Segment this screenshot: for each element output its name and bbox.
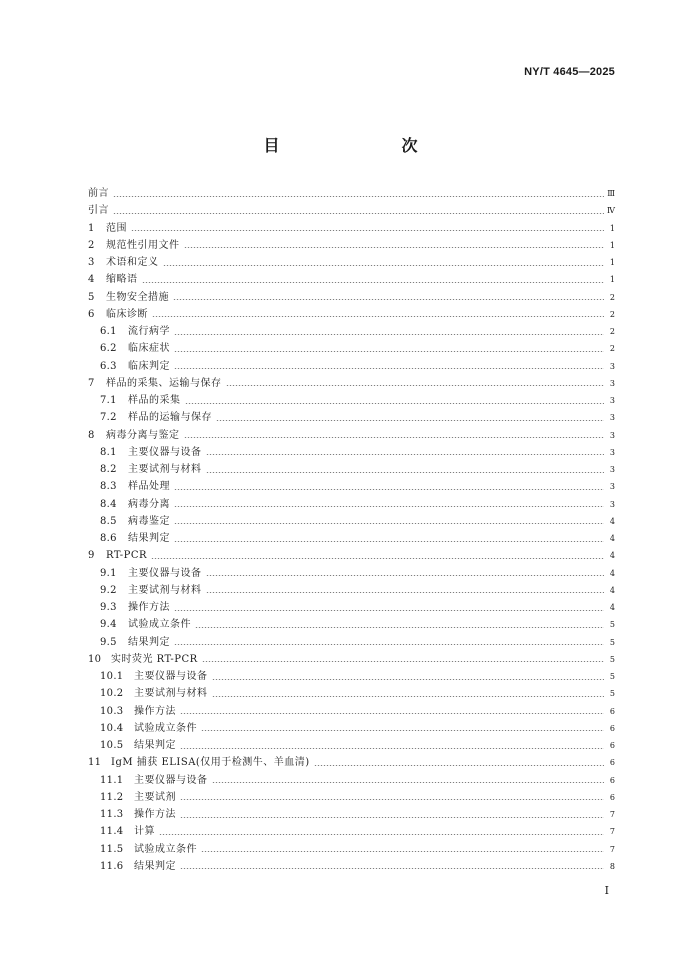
toc-entry-number: 6.2 [100, 343, 117, 355]
dot-leader [202, 661, 604, 662]
toc-entry-page: 1 [609, 240, 615, 250]
dot-leader [152, 316, 604, 317]
dot-leader [142, 282, 605, 283]
toc-entry[interactable] [88, 599, 615, 616]
toc-entry-label: 缩略语 [106, 274, 138, 286]
toc-entry-page: 4 [609, 568, 615, 578]
toc-entry-label: 临床症状 [128, 343, 170, 355]
toc-entry-number: 9.2 [100, 584, 117, 596]
toc-entry[interactable] [88, 496, 615, 513]
toc-entry-number: 7.1 [100, 395, 117, 406]
dot-leader [180, 817, 604, 818]
toc-entry[interactable] [88, 323, 615, 340]
toc-entry-number: 9.3 [100, 602, 117, 613]
toc-entry[interactable] [88, 754, 615, 771]
dot-leader [180, 868, 604, 869]
toc-entry-label: 病毒鉴定 [128, 515, 170, 527]
toc-entry[interactable] [88, 841, 615, 858]
toc-entry-page: 5 [609, 672, 615, 681]
toc-entry-number: 7.2 [100, 412, 117, 424]
dot-leader [174, 644, 604, 645]
toc-entry-label: 规范性引用文件 [106, 239, 180, 251]
toc-entry-number: 9 [88, 550, 95, 562]
toc-entry-label: 操作方法 [134, 705, 176, 717]
toc-entry-number: 10.5 [100, 740, 124, 751]
toc-entry-label: 生物安全措施 [106, 291, 169, 303]
toc-entry-label: 主要试剂 [134, 791, 176, 803]
toc-entry-number: 11.4 [100, 826, 124, 838]
toc-entry[interactable] [88, 616, 615, 633]
toc-entry[interactable] [88, 340, 615, 357]
toc-entry-label: RT-PCR [106, 550, 148, 562]
toc-entry-label: 试验成立条件 [134, 843, 197, 855]
toc-entry-page: Ⅳ [607, 206, 615, 216]
toc-entry-number: 4 [88, 274, 95, 286]
toc-entry-page: 5 [609, 654, 615, 664]
toc-entry-page: 1 [609, 258, 615, 267]
dot-leader [174, 351, 604, 352]
dot-leader [212, 782, 605, 783]
toc-entry-page: 3 [609, 499, 615, 509]
toc-entry-page: 1 [609, 223, 615, 233]
toc-entry-label: 流行病学 [128, 326, 170, 337]
dot-leader [206, 592, 605, 593]
toc-entry-label: 主要仪器与设备 [134, 774, 208, 786]
table-of-contents [88, 185, 615, 875]
toc-entry-label: 临床判定 [128, 360, 170, 372]
dot-leader [206, 575, 605, 576]
toc-entry-number: 6.1 [100, 326, 117, 337]
toc-entry-label: 操作方法 [134, 809, 176, 820]
toc-entry-page: 3 [609, 413, 615, 423]
toc-entry[interactable] [88, 651, 615, 668]
toc-entry-number: 10 [88, 653, 102, 665]
toc-entry-number: 5 [88, 291, 95, 303]
dot-leader [174, 610, 604, 611]
toc-entry[interactable] [88, 185, 615, 202]
toc-entry-page: 1 [609, 275, 615, 285]
toc-entry[interactable] [88, 703, 615, 720]
toc-entry-label: 试验成立条件 [134, 722, 197, 734]
toc-entry-label: 前言 [88, 188, 109, 199]
dot-leader [174, 523, 604, 524]
toc-entry-label: 样品的采集 [128, 395, 181, 406]
dot-leader [195, 627, 604, 628]
toc-entry-label: 样品的采集、运输与保存 [106, 377, 222, 389]
toc-entry-page: Ⅲ [607, 189, 615, 198]
toc-entry-number: 10.1 [100, 671, 124, 682]
toc-entry[interactable] [88, 289, 615, 306]
toc-entry[interactable] [88, 685, 615, 702]
toc-entry-label: 结果判定 [134, 860, 176, 872]
toc-entry-label: IgM 捕获 ELISA(仅用于检测牛、羊血清) [111, 757, 310, 769]
toc-entry-page: 6 [609, 758, 615, 768]
dot-leader [173, 299, 604, 300]
dot-leader [151, 558, 604, 559]
toc-entry-page: 5 [609, 689, 615, 699]
toc-entry[interactable] [88, 513, 615, 530]
dot-leader [314, 765, 604, 766]
toc-entry[interactable] [88, 582, 615, 599]
dot-leader [206, 472, 605, 473]
toc-entry-page: 4 [609, 585, 615, 595]
toc-entry-number: 10.4 [100, 722, 124, 734]
toc-entry-label: 引言 [88, 205, 109, 217]
toc-entry-page: 2 [609, 309, 615, 319]
toc-entry[interactable] [88, 237, 615, 254]
toc-entry-page: 5 [609, 637, 615, 647]
toc-entry-label: 结果判定 [128, 636, 170, 648]
toc-entry-page: 6 [609, 741, 615, 750]
toc-entry-page: 6 [609, 775, 615, 785]
dot-leader [113, 213, 604, 214]
toc-entry-number: 8.6 [100, 533, 117, 544]
toc-entry[interactable] [88, 565, 615, 582]
dot-leader [180, 713, 604, 714]
toc-entry-page: 6 [609, 792, 615, 802]
toc-entry-page: 7 [609, 810, 615, 819]
toc-entry-page: 2 [609, 327, 615, 336]
toc-entry-number: 10.3 [100, 705, 124, 717]
toc-entry-label: 实时荧光 RT-PCR [111, 653, 198, 665]
toc-entry[interactable] [88, 409, 615, 426]
dot-leader [212, 679, 605, 680]
toc-entry-number: 8.5 [100, 515, 117, 527]
toc-entry[interactable] [88, 668, 615, 685]
dot-leader [206, 454, 605, 455]
toc-entry[interactable] [88, 392, 615, 409]
toc-entry[interactable] [88, 254, 615, 271]
toc-entry-page: 3 [609, 361, 615, 371]
toc-entry-label: 病毒分离与鉴定 [106, 429, 180, 441]
toc-entry[interactable] [88, 306, 615, 323]
dot-leader [180, 748, 604, 749]
toc-entry-number: 1 [88, 222, 95, 234]
dot-leader [131, 230, 604, 231]
dot-leader [201, 730, 604, 731]
toc-entry-label: 主要仪器与设备 [128, 567, 202, 579]
toc-entry[interactable] [88, 823, 615, 840]
toc-entry-label: 操作方法 [128, 602, 170, 613]
dot-leader [174, 489, 604, 490]
toc-entry-number: 9.4 [100, 619, 117, 631]
toc-entry-number: 11.2 [100, 791, 124, 803]
toc-entry-number: 11.5 [100, 843, 124, 855]
toc-entry-number: 3 [88, 257, 95, 268]
toc-entry-label: 临床诊断 [106, 308, 148, 320]
toc-entry[interactable] [88, 427, 615, 444]
toc-entry-page: 3 [609, 396, 615, 405]
dot-leader [174, 541, 604, 542]
toc-entry-label: 主要仪器与设备 [134, 671, 208, 682]
toc-entry[interactable] [88, 806, 615, 823]
toc-entry-number: 10.2 [100, 688, 124, 700]
toc-entry[interactable] [88, 858, 615, 875]
toc-entry-page: 4 [609, 534, 615, 543]
toc-entry-page: 3 [609, 465, 615, 474]
toc-entry[interactable] [88, 720, 615, 737]
dot-leader [216, 420, 604, 421]
page-folio: Ⅰ [604, 884, 609, 897]
dot-leader [163, 265, 605, 266]
toc-entry-page: 5 [609, 620, 615, 630]
toc-entry-number: 9.1 [100, 567, 117, 579]
dot-leader [184, 247, 605, 248]
toc-entry[interactable] [88, 737, 615, 754]
dot-leader [174, 368, 604, 369]
toc-entry-number: 11 [88, 757, 102, 769]
toc-entry-page: 6 [609, 723, 615, 733]
toc-entry-number: 8.4 [100, 498, 117, 510]
toc-entry-page: 3 [609, 430, 615, 440]
dot-leader [226, 385, 605, 386]
toc-entry-number: 9.5 [100, 636, 117, 648]
toc-entry-label: 计算 [134, 826, 155, 838]
toc-entry-number: 8.1 [100, 446, 117, 458]
dot-leader [212, 696, 605, 697]
toc-entry[interactable] [88, 358, 615, 375]
toc-entry-label: 样品处理 [128, 481, 170, 493]
standard-code: NY/T 4645—2025 [524, 66, 615, 78]
dot-leader [180, 799, 604, 800]
toc-entry-label: 结果判定 [128, 533, 170, 544]
toc-entry-page: 8 [609, 861, 615, 871]
toc-entry-page: 3 [609, 378, 615, 388]
toc-entry-number: 8.2 [100, 464, 117, 475]
toc-entry-label: 主要试剂与材料 [128, 464, 202, 475]
toc-entry[interactable] [88, 220, 615, 237]
dot-leader [174, 334, 604, 335]
toc-entry-page: 3 [609, 482, 615, 492]
toc-entry[interactable] [88, 547, 615, 564]
toc-entry[interactable] [88, 772, 615, 789]
toc-entry[interactable] [88, 461, 615, 478]
toc-entry[interactable] [88, 444, 615, 461]
toc-entry-number: 8 [88, 429, 95, 441]
dot-leader [201, 851, 604, 852]
toc-entry-page: 7 [609, 844, 615, 854]
dot-leader [184, 437, 605, 438]
toc-entry-page: 3 [609, 447, 615, 457]
toc-entry-label: 病毒分离 [128, 498, 170, 510]
toc-entry-page: 4 [609, 516, 615, 526]
toc-entry-page: 2 [609, 344, 615, 354]
toc-entry-page: 2 [609, 292, 615, 302]
toc-entry[interactable] [88, 478, 615, 495]
toc-entry-number: 11.3 [100, 809, 124, 820]
toc-entry[interactable] [88, 375, 615, 392]
toc-entry-number: 11.1 [100, 774, 124, 786]
toc-entry-label: 范围 [106, 222, 127, 234]
toc-entry-label: 试验成立条件 [128, 619, 191, 631]
toc-entry-page: 4 [609, 603, 615, 612]
toc-entry-number: 2 [88, 239, 95, 251]
toc-entry-page: 6 [609, 706, 615, 716]
dot-leader [174, 506, 604, 507]
toc-entry-label: 主要试剂与材料 [134, 688, 208, 700]
toc-entry[interactable] [88, 202, 615, 219]
toc-entry[interactable] [88, 634, 615, 651]
toc-entry[interactable] [88, 789, 615, 806]
dot-leader [185, 403, 605, 404]
toc-entry-label: 主要试剂与材料 [128, 584, 202, 596]
toc-entry[interactable] [88, 271, 615, 288]
toc-entry-label: 结果判定 [134, 740, 176, 751]
toc-entry-number: 7 [88, 377, 95, 389]
toc-entry-number: 6 [88, 308, 95, 320]
toc-entry-number: 8.3 [100, 481, 117, 493]
toc-title: 目 次 [263, 136, 448, 155]
toc-entry-number: 6.3 [100, 360, 117, 372]
toc-entry[interactable] [88, 530, 615, 547]
dot-leader [113, 196, 604, 197]
toc-entry-label: 样品的运输与保存 [128, 412, 212, 424]
toc-entry-page: 7 [609, 827, 615, 837]
dot-leader [159, 834, 604, 835]
toc-entry-label: 主要仪器与设备 [128, 446, 202, 458]
toc-entry-page: 4 [609, 551, 615, 561]
toc-entry-label: 术语和定义 [106, 257, 159, 268]
toc-entry-number: 11.6 [100, 860, 124, 872]
